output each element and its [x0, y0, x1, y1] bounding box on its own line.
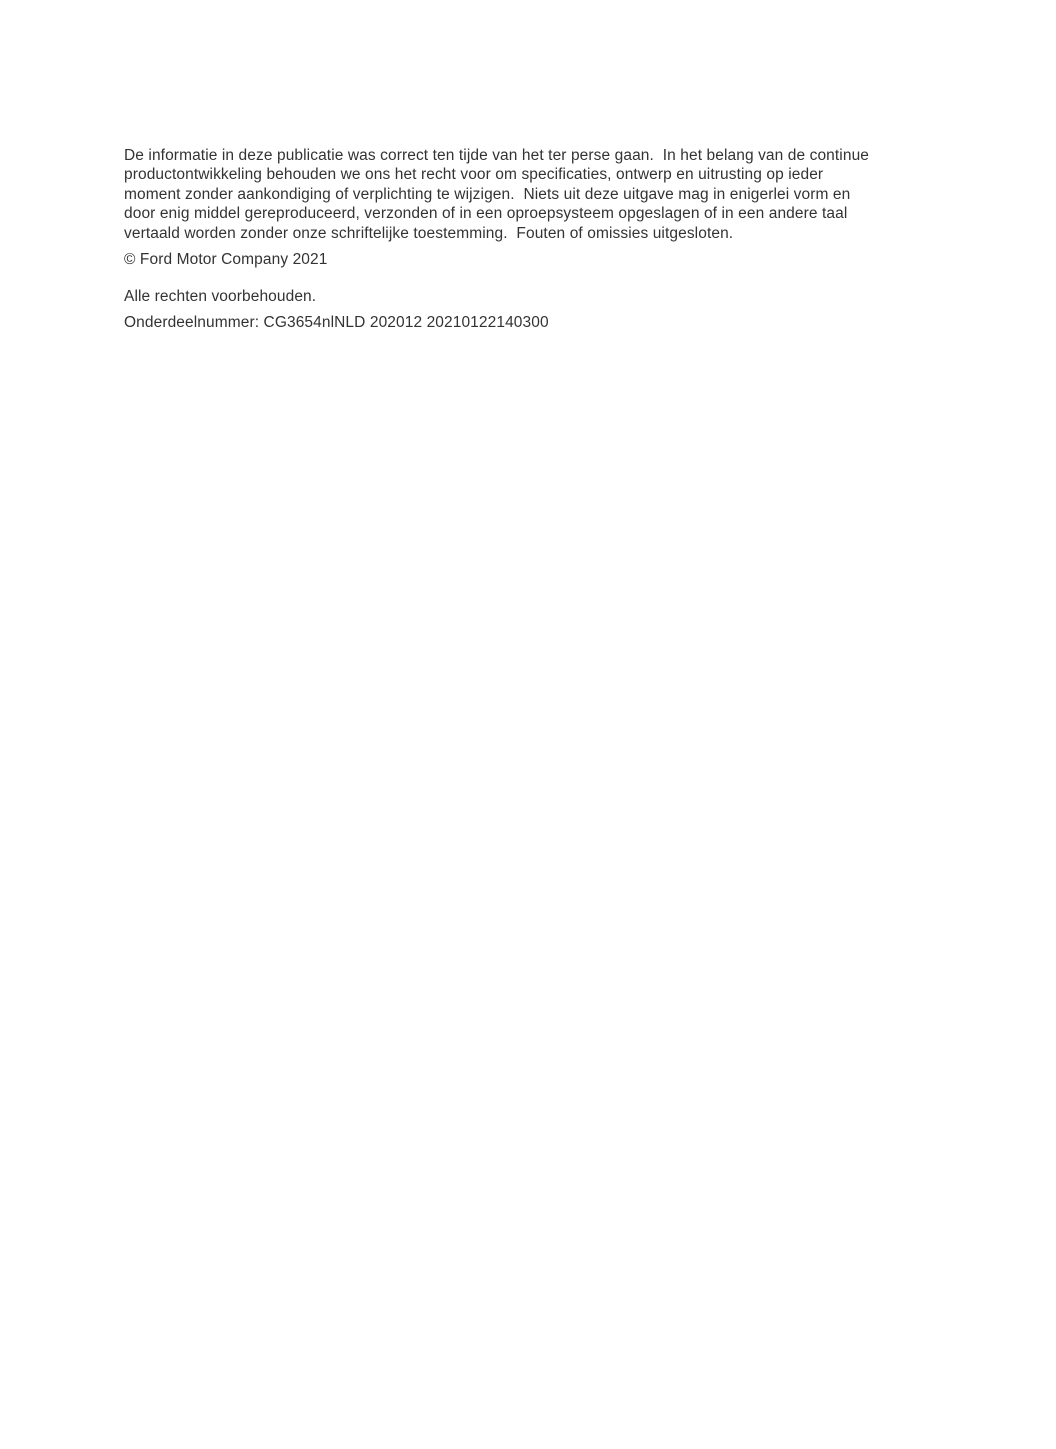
disclaimer-line: vertaald worden zonder onze schriftelijke toestemming. Fouten of omissies uitgesloten.	[124, 224, 734, 242]
part-number-text: Onderdeelnummer: CG3654nlNLD 202012 20210122140300	[124, 313, 549, 331]
disclaimer-line: moment zonder aankondiging of verplichting te wijzigen. Niets uit deze uitgave mag in enigerlei vorm en	[124, 185, 851, 203]
copyright-notice: © Ford Motor Company 2021	[124, 251, 328, 269]
legal-disclaimer-paragraph	[124, 146, 984, 243]
disclaimer-line: productontwikkeling behouden we ons het recht voor om specificaties, ontwerp en uitrusting op ieder	[124, 166, 824, 184]
colophon-text-block	[124, 146, 984, 332]
rights-reserved-text: Alle rechten voorbehouden.	[124, 288, 317, 306]
disclaimer-line: De informatie in deze publicatie was correct ten tijde van het ter perse gaan. In het belang van de continue	[124, 147, 870, 164]
disclaimer-line: door enig middel gereproduceerd, verzonden of in een oproepsysteem opgeslagen of in een andere taal	[124, 205, 848, 223]
